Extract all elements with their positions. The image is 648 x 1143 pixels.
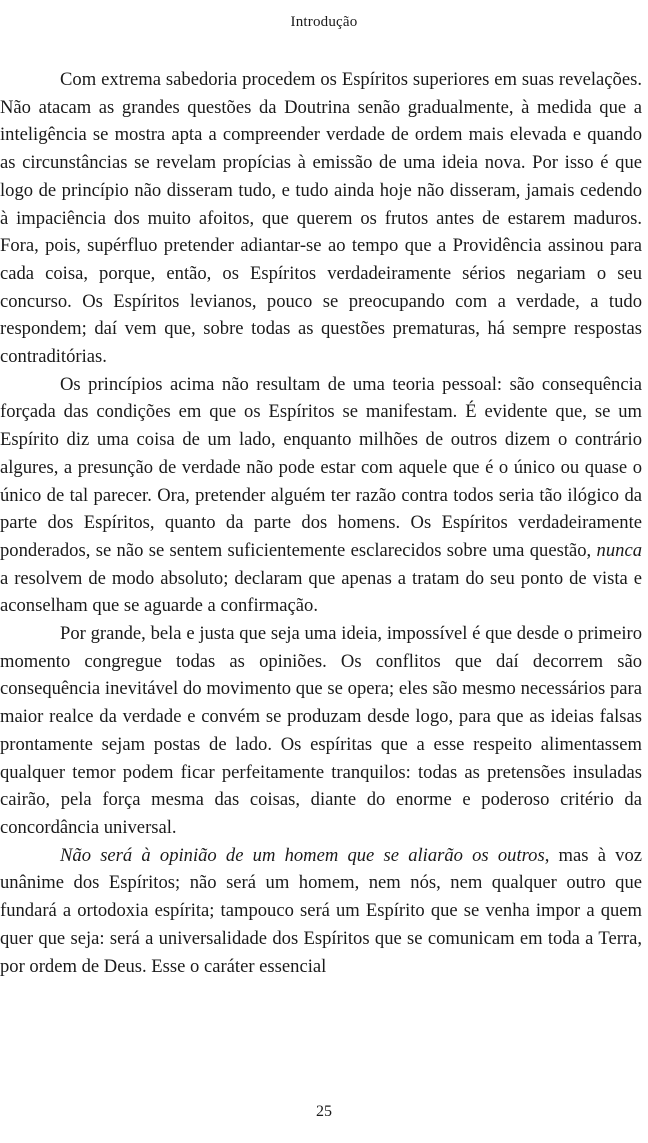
paragraph-4-emphasis: Não será à opinião de um homem que se aliarão os outros: [60, 844, 545, 866]
paragraph-1-text: Com extrema sabedoria procedem os Espíritos superiores em suas revelações. Não atacam as grandes questões da Doutrina senão gradualmente, à medida que a inteligência se mostra apta a compreender verdade de ordem mais elevada e quando as circunstâncias se revelam propícias à emissão de uma ideia nova. Por isso é que logo de princípio não disseram tudo, e tudo ainda hoje não disseram, jamais cedendo à impaciência dos muito afoitos, que querem os frutos antes de estarem maduros. Fora, pois, supérfluo pretender adiantar-se ao tempo que a Providência assinou para cada coisa, porque, então, os Espíritos verdadeiramente sérios negariam o seu concurso. Os Espíritos levianos, pouco se preocupando com a verdade, a tudo respondem; daí vem que, sobre todas as questões prematuras, há sempre respostas contraditórias.: [0, 69, 642, 368]
paragraph-2-text-a: Os princípios acima não resultam de uma teoria pessoal: são consequência forçada das condições em que os Espíritos se manifestam. É evidente que, se um Espírito diz uma coisa de um lado, enquanto milhões de outros dizem o contrário algures, a presunção de verdade não pode estar com aquele que é o único ou quase o único de tal parecer. Ora, pretender alguém ter razão contra todos seria tão ilógico da parte dos Espíritos, quanto da parte dos homens. Os Espíritos verdadeiramente ponderados, se não se sentem suficientemente esclarecidos sobre uma questão,: [0, 373, 642, 561]
paragraph-1: [0, 66, 642, 371]
paragraph-4: [0, 842, 642, 981]
running-head: Introdução: [290, 14, 358, 30]
paragraph-2-emphasis: nunca: [596, 539, 642, 561]
page-number: 25: [316, 1103, 332, 1120]
body-text: [0, 66, 642, 980]
paragraph-2: [0, 371, 642, 620]
paragraph-3-text: Por grande, bela e justa que seja uma ideia, impossível é que desde o primeiro momento congregue todas as opiniões. Os conflitos que daí decorrem são consequência inevitável do movimento que se opera; eles são mesmo necessários para maior realce da verdade e convém se produzam desde logo, para que as ideias falsas prontamente sejam postas de lado. Os espíritas que a esse respeito alimentassem qualquer temor podem ficar perfeitamente tranquilos: todas as pretensões insuladas cairão, pela força mesma das coisas, diante do enorme e poderoso critério da concordância universal.: [0, 623, 642, 838]
paragraph-4-text: , mas à voz unânime dos Espíritos; não será um homem, nem nós, nem qualquer outro que fundará a ortodoxia espírita; tampouco será um Espírito que se venha impor a quem quer que seja: será a universalidade dos Espíritos que se comunicam em toda a Terra, por ordem de Deus. Esse o caráter essencial: [0, 844, 643, 977]
paragraph-2-text-b: a resolvem de modo absoluto; declaram que apenas a tratam do seu ponto de vista e aconselham que se aguarde a confirmação.: [0, 567, 642, 617]
paragraph-3: [0, 620, 642, 842]
